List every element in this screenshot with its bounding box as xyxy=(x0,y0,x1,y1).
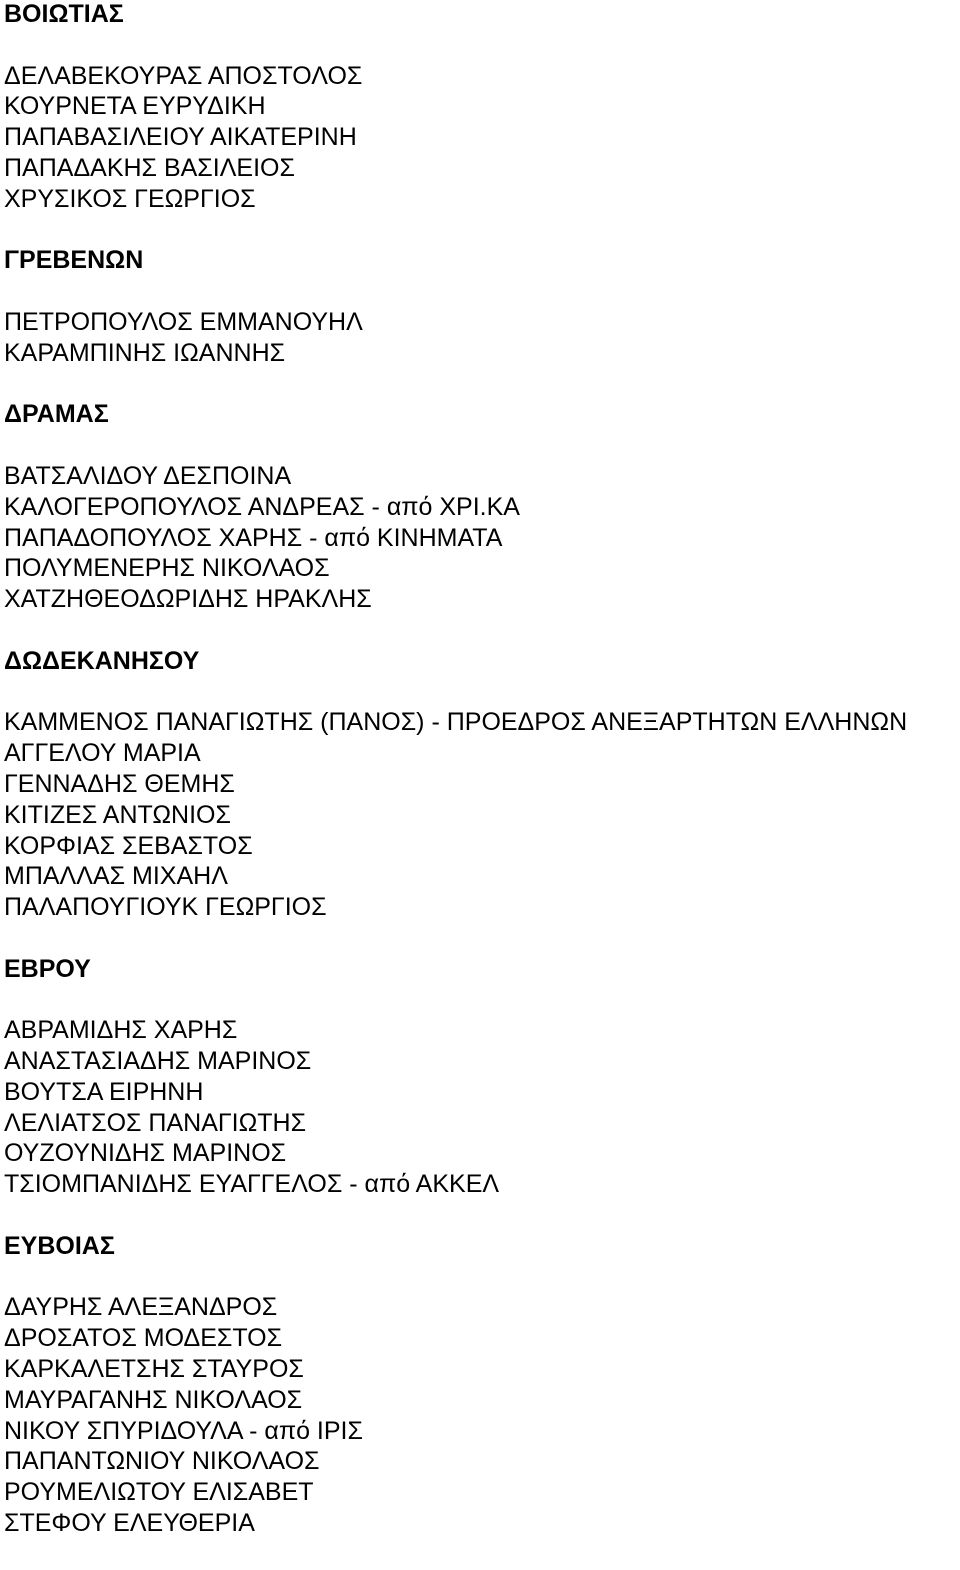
candidate-name: ΚΑΡΚΑΛΕΤΣΗΣ ΣΤΑΥΡΟΣ xyxy=(4,1355,304,1384)
candidate-name: ΚΑΛΟΓΕΡΟΠΟΥΛΟΣ ΑΝΔΡΕΑΣ - από ΧΡΙ.ΚΑ xyxy=(4,492,520,521)
candidate-list-document xyxy=(4,0,960,1570)
candidate-name: ΚΟΥΡΝΕΤΑ ΕΥΡΥΔΙΚΗ xyxy=(4,92,266,121)
candidate-name: ΑΓΓΕΛΟΥ ΜΑΡΙΑ xyxy=(4,739,201,768)
constituency-heading: ΓΡΕΒΕΝΩΝ xyxy=(4,246,144,275)
candidate-name: ΚΙΤΙΖΕΣ ΑΝΤΩΝΙΟΣ xyxy=(4,800,231,829)
candidate-name: ΣΤΕΦΟΥ ΕΛΕΥΘΕΡΙΑ xyxy=(4,1509,255,1538)
candidate-list xyxy=(4,1015,960,1200)
candidate-list xyxy=(4,61,960,215)
candidate-name: ΤΣΙΟΜΠΑΝΙΔΗΣ ΕΥΑΓΓΕΛΟΣ - από ΑΚΚΕΛ xyxy=(4,1170,500,1199)
candidate-name: ΒΟΥΤΣΑ ΕΙΡΗΝΗ xyxy=(4,1077,204,1106)
constituency-section xyxy=(4,954,960,1200)
candidate-list xyxy=(4,707,960,923)
candidate-name: ΑΝΑΣΤΑΣΙΑΔΗΣ ΜΑΡΙΝΟΣ xyxy=(4,1047,312,1076)
constituency-heading: ΔΩΔΕΚΑΝΗΣΟΥ xyxy=(4,646,200,675)
candidate-name: ΔΑΥΡΗΣ ΑΛΕΞΑΝΔΡΟΣ xyxy=(4,1293,278,1322)
candidate-name: ΠΕΤΡΟΠΟΥΛΟΣ ΕΜΜΑΝΟΥΗΛ xyxy=(4,307,363,336)
constituency-section xyxy=(4,399,960,615)
candidate-name: ΧΡΥΣΙΚΟΣ ΓΕΩΡΓΙΟΣ xyxy=(4,184,256,213)
candidate-name: ΠΑΠΑΔΑΚΗΣ ΒΑΣΙΛΕΙΟΣ xyxy=(4,153,295,182)
constituency-heading: ΕΒΡΟΥ xyxy=(4,954,91,983)
candidate-name: ΠΑΠΑΝΤΩΝΙΟΥ ΝΙΚΟΛΑΟΣ xyxy=(4,1447,320,1476)
constituency-section xyxy=(4,1231,960,1539)
candidate-name: ΜΑΥΡΑΓΑΝΗΣ ΝΙΚΟΛΑΟΣ xyxy=(4,1385,303,1414)
candidate-name: ΜΠΑΛΛΑΣ ΜΙΧΑΗΛ xyxy=(4,862,228,891)
candidate-name: ΝΙΚΟΥ ΣΠΥΡΙΔΟΥΛΑ - από ΙΡΙΣ xyxy=(4,1416,363,1445)
candidate-name: ΠΑΠΑΔΟΠΟΥΛΟΣ ΧΑΡΗΣ - από ΚΙΝΗΜΑΤΑ xyxy=(4,523,503,552)
candidate-name: ΑΒΡΑΜΙΔΗΣ ΧΑΡΗΣ xyxy=(4,1016,238,1045)
candidate-name: ΛΕΛΙΑΤΣΟΣ ΠΑΝΑΓΙΩΤΗΣ xyxy=(4,1108,307,1137)
constituency-section xyxy=(4,0,960,215)
candidate-name: ΚΑΡΑΜΠΙΝΗΣ ΙΩΑΝΝΗΣ xyxy=(4,338,286,367)
candidate-name: ΠΟΛΥΜΕΝΕΡΗΣ ΝΙΚΟΛΑΟΣ xyxy=(4,554,330,583)
constituency-heading: ΕΥΒΟΙΑΣ xyxy=(4,1231,115,1260)
candidate-name: ΔΕΛΑΒΕΚΟΥΡΑΣ ΑΠΟΣΤΟΛΟΣ xyxy=(4,61,363,90)
candidate-name: ΠΑΠΑΒΑΣΙΛΕΙΟΥ ΑΙΚΑΤΕΡΙΝΗ xyxy=(4,123,357,152)
candidate-list xyxy=(4,461,960,615)
constituency-heading: ΒΟΙΩΤΙΑΣ xyxy=(4,0,124,28)
constituency-heading: ΔΡΑΜΑΣ xyxy=(4,400,109,429)
candidate-name: ΚΟΡΦΙΑΣ ΣΕΒΑΣΤΟΣ xyxy=(4,831,253,860)
candidate-name: ΒΑΤΣΑΛΙΔΟΥ ΔΕΣΠΟΙΝΑ xyxy=(4,461,292,490)
candidate-name: ΟΥΖΟΥΝΙΔΗΣ ΜΑΡΙΝΟΣ xyxy=(4,1139,287,1168)
candidate-list xyxy=(4,1292,960,1538)
candidate-name: ΧΑΤΖΗΘΕΟΔΩΡΙΔΗΣ ΗΡΑΚΛΗΣ xyxy=(4,585,372,614)
candidate-name: ΡΟΥΜΕΛΙΩΤΟΥ ΕΛΙΣΑΒΕΤ xyxy=(4,1478,314,1507)
candidate-list xyxy=(4,307,960,369)
constituency-section xyxy=(4,245,960,368)
candidate-name: ΠΑΛΑΠΟΥΓΙΟΥΚ ΓΕΩΡΓΙΟΣ xyxy=(4,893,327,922)
constituency-section xyxy=(4,646,960,923)
candidate-name: ΓΕΝΝΑΔΗΣ ΘΕΜΗΣ xyxy=(4,769,235,798)
candidate-name: ΚΑΜΜΕΝΟΣ ΠΑΝΑΓΙΩΤΗΣ (ΠΑΝΟΣ) - ΠΡΟΕΔΡΟΣ ΑΝΕΞΑΡΤΗΤΩΝ ΕΛΛΗΝΩΝ xyxy=(4,708,908,737)
candidate-name: ΔΡΟΣΑΤΟΣ ΜΟΔΕΣΤΟΣ xyxy=(4,1324,283,1353)
